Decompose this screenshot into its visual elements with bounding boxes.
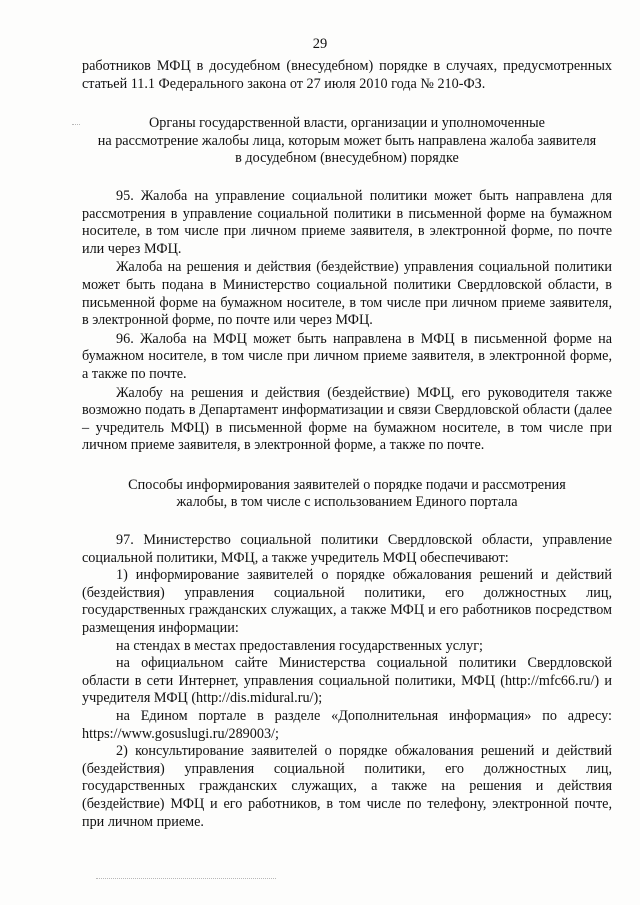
document-body [82,58,612,831]
paragraph-97-item-1: 1) информирование заявителей о порядке обжалования решений и действий (бездействия) управления социальной политики, его должностных лиц, государственных гражданских служащих, а также МФЦ и его работников посредством размещения информации: [82,567,612,637]
heading-line: в досудебном (внесудебном) порядке [235,150,459,167]
paragraph-95-continued: Жалоба на решения и действия (бездействие) управления социальной политики может быть подана в Министерство социальной политики Свердловской области, в письменной форме на бумажном носителе, в том числе при личном приеме заявителя, в электронной форме, по почте или через МФЦ. [82,259,612,329]
paragraph-97: 97. Министерство социальной политики Свердловской области, управление социальной политики, МФЦ, а также учредитель МФЦ обеспечивают: [82,532,612,566]
scan-artifact-line [96,878,276,879]
paragraph-96-continued: Жалобу на решения и действия (бездействие) МФЦ, его руководителя также возможно подать в Департамент информатизации и связи Свердловской области (далее – учредитель МФЦ) в письменной форме на бумажном носителе, в том числе при личном приеме заявителя, в электронной форме, а также по почте. [82,384,612,454]
heading-line: Способы информирования заявителей о порядке подачи и рассмотрения [128,476,566,493]
section-heading-informing-methods [82,477,612,512]
scan-artifact-line [72,124,80,125]
paragraph-97-item-1-websites: на официальном сайте Министерства социальной политики Свердловской области в сети Интернет, управления социальной политики, МФЦ (http://mfc66.ru/) и учредителя МФЦ (http://dis.midural.ru/); [82,655,612,707]
paragraph-95: 95. Жалоба на управление социальной политики может быть направлена для рассмотрения в управление социальной политики в письменной форме на бумажном носителе, в том числе при личном приеме заявителя, в электронной форме, по почте или через МФЦ. [82,187,612,257]
paragraph-96: 96. Жалоба на МФЦ может быть направлена в МФЦ в письменной форме на бумажном носителе, в том числе при личном приеме заявителя, в электронной форме, а также по почте. [82,330,612,382]
heading-line: Органы государственной власти, организации и уполномоченные [149,115,545,132]
heading-line: на рассмотрение жалобы лица, которым может быть направлена жалоба заявителя [97,132,597,149]
heading-line: жалобы, в том числе с использованием Единого портала [176,494,518,511]
section-heading-complaint-bodies [82,115,612,168]
paragraph-97-item-2: 2) консультирование заявителей о порядке обжалования решений и действий (бездействия) управления социальной политики, его должностных лиц, государственных гражданских служащих, а также на решения и действия (бездействие) МФЦ и его работников, в том числе по телефону, электронной почте, при личном приеме. [82,743,612,830]
paragraph-97-item-1-portal: на Едином портале в разделе «Дополнительная информация» по адресу: https://www.gosuslugi.ru/289003/; [82,708,612,742]
paragraph-97-item-1-stands: на стендах в местах предоставления государственных услуг; [116,637,483,654]
page-number: 29 [312,36,328,52]
intro-paragraph: работников МФЦ в досудебном (внесудебном) порядке в случаях, предусмотренных статьей 11.1 Федерального закона от 27 июля 2010 года № 210-ФЗ. [82,58,612,92]
